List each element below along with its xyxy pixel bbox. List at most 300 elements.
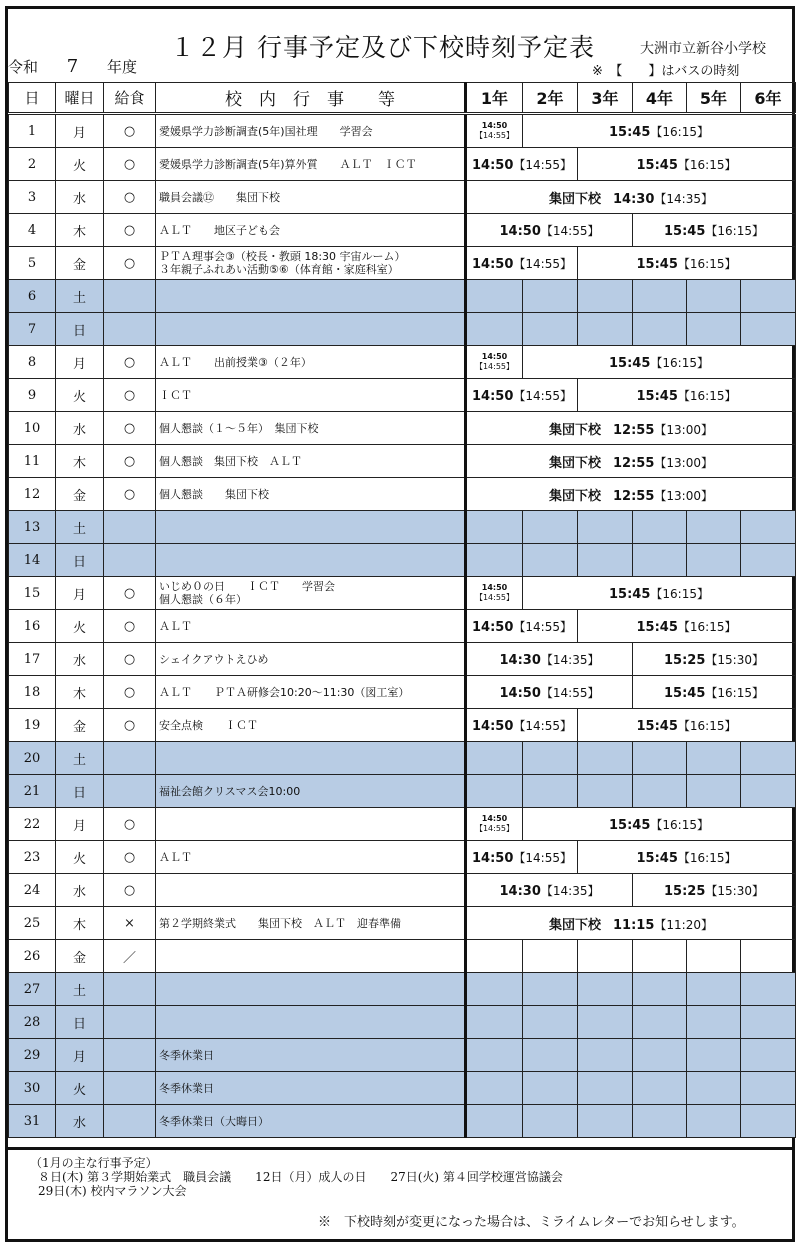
bus-time: 【14:55】 [513, 718, 572, 733]
dismissal-time-cell [578, 247, 796, 280]
day-cell: 23 [9, 841, 56, 874]
lunch-cell: ○ [104, 808, 156, 841]
lunch-cell [104, 742, 156, 775]
table-row [9, 511, 796, 544]
day-cell: 7 [9, 313, 56, 346]
bus-time: 【13:00】 [654, 422, 713, 437]
next-month-line-2: 29日(木) 校内マラソン大会 [38, 1184, 187, 1198]
year: 7 [66, 56, 79, 77]
weekday-cell: 金 [56, 478, 104, 511]
table-row [9, 709, 796, 742]
weekday-cell: 土 [56, 742, 104, 775]
bus-time: 【16:15】 [650, 586, 709, 601]
dismissal-time-cell [466, 181, 796, 214]
table-row [9, 610, 796, 643]
lunch-cell [104, 511, 156, 544]
lunch-cell [104, 1105, 156, 1138]
lunch-cell [104, 313, 156, 346]
era: 令和 [8, 58, 39, 76]
event-line: 冬季休業日 [159, 1048, 214, 1062]
table-row [9, 280, 796, 313]
weekday-cell: 金 [56, 940, 104, 973]
event-line: 冬季休業日 [159, 1081, 214, 1095]
dismissal-time-cell [466, 610, 578, 643]
table-row [9, 973, 796, 1006]
lunch-cell [104, 775, 156, 808]
empty-grade-cell [523, 742, 578, 775]
lunch-cell: ○ [104, 709, 156, 742]
bus-time: 【14:55】 [540, 223, 600, 238]
lunch-cell: ○ [104, 214, 156, 247]
events-cell [156, 1039, 466, 1072]
weekday-cell: 火 [56, 148, 104, 181]
dismissal-time-cell [466, 874, 633, 907]
weekday-cell: 月 [56, 808, 104, 841]
empty-grade-cell [633, 544, 687, 577]
empty-grade-cell [523, 1105, 578, 1138]
empty-grade-cell [741, 742, 796, 775]
day-cell: 18 [9, 676, 56, 709]
weekday-cell: 土 [56, 280, 104, 313]
empty-grade-cell [466, 1072, 523, 1105]
events-cell [156, 445, 466, 478]
dismissal-time-cell [523, 114, 796, 148]
dismissal-time-cell [578, 148, 796, 181]
weekday-cell: 日 [56, 313, 104, 346]
col-grade-1: 1年 [466, 83, 523, 114]
dismissal-time-cell [466, 114, 523, 148]
dismissal-time: 14:50 [472, 850, 514, 866]
dismissal-time-cell [633, 874, 796, 907]
footer-notes [8, 1147, 795, 1236]
empty-grade-cell [523, 511, 578, 544]
events-cell [156, 544, 466, 577]
bus-time: 【16:15】 [677, 157, 737, 172]
col-grade-5: 5年 [687, 83, 741, 114]
bus-time: 【16:15】 [650, 355, 709, 370]
dismissal-time: 14:50 [499, 685, 541, 701]
day-cell: 9 [9, 379, 56, 412]
day-cell: 12 [9, 478, 56, 511]
dismissal-time: 14:50 [481, 814, 508, 823]
lunch-cell: ○ [104, 841, 156, 874]
weekday-cell: 金 [56, 709, 104, 742]
table-row [9, 412, 796, 445]
event-line: 個人懇談 集団下校 [159, 487, 269, 501]
event-line: ＡＬＴ 出前授業③（２年） [159, 355, 312, 369]
dismissal-time-cell [633, 214, 796, 247]
events-cell [156, 478, 466, 511]
day-cell: 15 [9, 577, 56, 610]
dismissal-time-cell [523, 577, 796, 610]
table-row [9, 577, 796, 610]
dismissal-time: 15:25 [664, 883, 706, 899]
dismissal-time-cell [523, 346, 796, 379]
dismissal-time: 15:45 [636, 619, 678, 635]
dismissal-time-cell [466, 346, 523, 379]
school-year [8, 56, 137, 77]
event-line: ＡＬＴ 地区子ども会 [159, 223, 280, 237]
table-row [9, 940, 796, 973]
col-grade-4: 4年 [633, 83, 687, 114]
bus-time: 【14:55】 [474, 824, 515, 833]
event-line: 第２学期終業式 集団下校 ＡＬＴ 迎春準備 [159, 916, 401, 930]
empty-grade-cell [687, 313, 741, 346]
dismissal-time: 15:45 [609, 124, 651, 140]
table-row [9, 346, 796, 379]
empty-grade-cell [466, 280, 523, 313]
bus-time: 【16:15】 [650, 817, 709, 832]
event-line: 職員会議⑫ 集団下校 [159, 190, 280, 204]
dismissal-time-cell [466, 841, 578, 874]
empty-grade-cell [687, 973, 741, 1006]
events-cell [156, 940, 466, 973]
day-cell: 6 [9, 280, 56, 313]
weekday-cell: 金 [56, 247, 104, 280]
empty-grade-cell [633, 1105, 687, 1138]
empty-grade-cell [466, 544, 523, 577]
dismissal-time: 15:45 [636, 388, 678, 404]
day-cell: 14 [9, 544, 56, 577]
empty-grade-cell [687, 280, 741, 313]
empty-grade-cell [523, 1072, 578, 1105]
dismissal-time-cell [466, 808, 523, 841]
stacked-time [467, 352, 522, 372]
events-cell [156, 1006, 466, 1039]
weekday-cell: 火 [56, 379, 104, 412]
weekday-cell: 木 [56, 676, 104, 709]
dismissal-time: 14:30 [613, 191, 655, 207]
lunch-cell [104, 973, 156, 1006]
dismissal-time: 14:30 [499, 883, 541, 899]
lunch-cell: ○ [104, 676, 156, 709]
table-row [9, 874, 796, 907]
events-cell [156, 247, 466, 280]
events-cell [156, 511, 466, 544]
events-cell [156, 346, 466, 379]
page-title: １２月 行事予定及び下校時刻予定表 [170, 33, 595, 62]
empty-grade-cell [523, 313, 578, 346]
empty-grade-cell [523, 1006, 578, 1039]
bus-time: 【14:55】 [474, 362, 515, 371]
day-cell: 8 [9, 346, 56, 379]
dismissal-time: 15:45 [636, 850, 678, 866]
event-line: 個人懇談（１～５年） 集団下校 [159, 421, 319, 435]
dismissal-time-cell [466, 214, 633, 247]
dismissal-time-cell [466, 247, 578, 280]
dismissal-time: 14:50 [472, 619, 514, 635]
table-row [9, 181, 796, 214]
header-row [9, 83, 796, 114]
empty-grade-cell [687, 775, 741, 808]
table-row [9, 643, 796, 676]
empty-grade-cell [523, 973, 578, 1006]
event-line: ＩＣＴ [159, 388, 192, 402]
day-cell: 21 [9, 775, 56, 808]
day-cell: 28 [9, 1006, 56, 1039]
weekday-cell: 土 [56, 973, 104, 1006]
empty-grade-cell [578, 280, 633, 313]
events-cell [156, 973, 466, 1006]
school-name: 大洲市立新谷小学校 [640, 41, 766, 57]
weekday-cell: 月 [56, 114, 104, 148]
table-row [9, 742, 796, 775]
empty-grade-cell [578, 940, 633, 973]
event-line: 冬季休業日（大晦日） [159, 1114, 269, 1128]
events-cell [156, 181, 466, 214]
bus-time: 【16:15】 [677, 388, 737, 403]
table-row [9, 1072, 796, 1105]
empty-grade-cell [687, 544, 741, 577]
empty-grade-cell [741, 940, 796, 973]
empty-grade-cell [578, 1006, 633, 1039]
empty-grade-cell [578, 775, 633, 808]
day-cell: 13 [9, 511, 56, 544]
day-cell: 17 [9, 643, 56, 676]
day-cell: 22 [9, 808, 56, 841]
dismissal-time-cell [466, 907, 796, 940]
empty-grade-cell [523, 1039, 578, 1072]
weekday-cell: 日 [56, 1006, 104, 1039]
dismissal-time-cell [466, 412, 796, 445]
events-cell [156, 280, 466, 313]
dismissal-time: 15:45 [609, 586, 651, 602]
empty-grade-cell [741, 1072, 796, 1105]
lunch-cell: ○ [104, 346, 156, 379]
day-cell: 26 [9, 940, 56, 973]
empty-grade-cell [741, 313, 796, 346]
empty-grade-cell [466, 1039, 523, 1072]
dismissal-time: 15:45 [636, 256, 678, 272]
empty-grade-cell [741, 973, 796, 1006]
empty-grade-cell [466, 940, 523, 973]
empty-grade-cell [466, 742, 523, 775]
col-lunch: 給食 [104, 83, 156, 114]
day-cell: 20 [9, 742, 56, 775]
bus-time: 【13:00】 [654, 488, 713, 503]
lunch-cell: ／ [104, 940, 156, 973]
bus-time: 【16:15】 [705, 223, 764, 238]
empty-grade-cell [687, 1105, 741, 1138]
empty-grade-cell [633, 1006, 687, 1039]
dismissal-time: 11:15 [613, 917, 655, 933]
table-row [9, 148, 796, 181]
dismissal-time-cell [633, 643, 796, 676]
lunch-cell [104, 280, 156, 313]
dismissal-time-cell [578, 379, 796, 412]
bus-time: 【15:30】 [705, 883, 764, 898]
lunch-cell: ○ [104, 445, 156, 478]
bus-time: 【14:55】 [474, 593, 515, 602]
empty-grade-cell [523, 775, 578, 808]
lunch-cell: × [104, 907, 156, 940]
weekday-cell: 火 [56, 1072, 104, 1105]
empty-grade-cell [578, 1105, 633, 1138]
events-cell [156, 577, 466, 610]
bus-time: 【13:00】 [654, 455, 713, 470]
dismissal-time-cell [466, 379, 578, 412]
events-cell [156, 379, 466, 412]
empty-grade-cell [633, 1039, 687, 1072]
day-cell: 25 [9, 907, 56, 940]
lunch-cell: ○ [104, 610, 156, 643]
weekday-cell: 月 [56, 1039, 104, 1072]
empty-grade-cell [633, 511, 687, 544]
empty-grade-cell [466, 1006, 523, 1039]
empty-grade-cell [687, 511, 741, 544]
event-line: ＡＬＴ [159, 850, 192, 864]
dismissal-time: 14:50 [472, 157, 514, 173]
events-cell [156, 1105, 466, 1138]
dismissal-time-cell [523, 808, 796, 841]
next-month-heading: （1月の主な行事予定） [30, 1156, 158, 1170]
event-line: 個人懇談（６年） [159, 593, 247, 606]
dismissal-time: 14:50 [472, 256, 514, 272]
day-cell: 27 [9, 973, 56, 1006]
col-grade-2: 2年 [523, 83, 578, 114]
table-row [9, 841, 796, 874]
day-cell: 4 [9, 214, 56, 247]
day-cell: 2 [9, 148, 56, 181]
empty-grade-cell [578, 544, 633, 577]
empty-grade-cell [578, 313, 633, 346]
events-cell [156, 808, 466, 841]
weekday-cell: 日 [56, 775, 104, 808]
table-row [9, 247, 796, 280]
lunch-cell: ○ [104, 643, 156, 676]
event-line: ＡＬＴ ＰＴＡ研修会10:20～11:30（図工室） [159, 685, 410, 699]
bus-time: 【14:55】 [513, 256, 572, 271]
table-row [9, 775, 796, 808]
stacked-time [467, 814, 522, 834]
col-events: 校 内 行 事 等 [156, 83, 466, 114]
event-line: 愛媛県学力診断調査(5年)国社理 学習会 [159, 124, 373, 138]
empty-grade-cell [578, 742, 633, 775]
lunch-cell [104, 1039, 156, 1072]
day-cell: 5 [9, 247, 56, 280]
empty-grade-cell [741, 1039, 796, 1072]
empty-grade-cell [741, 280, 796, 313]
empty-grade-cell [741, 544, 796, 577]
table-row [9, 907, 796, 940]
weekday-cell: 火 [56, 841, 104, 874]
lunch-cell: ○ [104, 412, 156, 445]
event-line: シェイクアウトえひめ [159, 652, 269, 666]
lunch-cell: ○ [104, 577, 156, 610]
event-line: ＡＬＴ [159, 619, 192, 633]
empty-grade-cell [741, 1006, 796, 1039]
dismissal-time: 15:45 [636, 157, 678, 173]
group-dismissal-label: 集団下校 [549, 488, 602, 504]
day-cell: 1 [9, 114, 56, 148]
dismissal-time: 12:55 [613, 422, 655, 438]
stacked-time [467, 121, 522, 141]
weekday-cell: 日 [56, 544, 104, 577]
bus-time: 【15:30】 [705, 652, 764, 667]
bus-time: 【14:55】 [513, 850, 572, 865]
event-line: 個人懇談 集団下校 ＡＬＴ [159, 454, 302, 468]
bus-time: 【14:55】 [540, 685, 600, 700]
empty-grade-cell [741, 775, 796, 808]
bus-time: 【16:15】 [650, 124, 709, 139]
events-cell [156, 412, 466, 445]
dismissal-time: 14:50 [481, 352, 508, 361]
dismissal-time-cell [578, 841, 796, 874]
table-row [9, 1006, 796, 1039]
table-row [9, 478, 796, 511]
weekday-cell: 水 [56, 412, 104, 445]
group-dismissal-label: 集団下校 [549, 455, 602, 471]
event-line: ＰＴＡ理事会③（校長・教頭 18:30 宇宙ルーム） [159, 250, 406, 263]
events-cell [156, 907, 466, 940]
event-line: 愛媛県学力診断調査(5年)算外質 ＡＬＴ ＩＣＴ [159, 157, 417, 171]
bus-time: 【16:15】 [705, 685, 764, 700]
table-row [9, 1105, 796, 1138]
dismissal-time-cell [466, 676, 633, 709]
empty-grade-cell [578, 511, 633, 544]
bus-time: 【14:35】 [540, 652, 600, 667]
dismissal-time-cell [578, 610, 796, 643]
dismissal-time-cell [466, 478, 796, 511]
events-cell [156, 775, 466, 808]
schedule-table [8, 82, 796, 1138]
empty-grade-cell [523, 544, 578, 577]
empty-grade-cell [633, 775, 687, 808]
empty-grade-cell [741, 1105, 796, 1138]
dismissal-time: 15:45 [636, 718, 678, 734]
dismissal-time: 14:50 [481, 583, 508, 592]
events-cell [156, 709, 466, 742]
table-row [9, 445, 796, 478]
lunch-cell [104, 544, 156, 577]
dismissal-time: 12:55 [613, 488, 655, 504]
events-cell [156, 841, 466, 874]
dismissal-time-cell [466, 148, 578, 181]
dismissal-time: 15:45 [609, 817, 651, 833]
col-grade-6: 6年 [741, 83, 796, 114]
event-line: いじめ０の日 ＩＣＴ 学習会 [159, 580, 335, 593]
dismissal-time: 14:50 [472, 718, 514, 734]
bus-time: 【16:15】 [677, 256, 737, 271]
empty-grade-cell [633, 280, 687, 313]
events-cell [156, 874, 466, 907]
empty-grade-cell [687, 1006, 741, 1039]
col-day: 日 [9, 83, 56, 114]
bus-time: 【16:15】 [677, 850, 737, 865]
empty-grade-cell [633, 313, 687, 346]
day-cell: 11 [9, 445, 56, 478]
next-month-line-1: ８日(木) 第３学期始業式 職員会議 12日（月）成人の日 27日(火) 第４回学校運営協議会 [38, 1170, 563, 1184]
day-cell: 19 [9, 709, 56, 742]
empty-grade-cell [466, 775, 523, 808]
weekday-cell: 火 [56, 610, 104, 643]
empty-grade-cell [578, 973, 633, 1006]
lunch-cell: ○ [104, 874, 156, 907]
weekday-cell: 水 [56, 181, 104, 214]
event-line: ３年親子ふれあい活動⑤⑥（体育館・家庭科室） [159, 263, 399, 276]
table-row [9, 1039, 796, 1072]
events-cell [156, 1072, 466, 1105]
dismissal-time-cell [466, 709, 578, 742]
dismissal-time: 14:50 [499, 223, 541, 239]
dismissal-time: 15:45 [664, 685, 706, 701]
dismissal-time: 14:30 [499, 652, 541, 668]
empty-grade-cell [466, 1105, 523, 1138]
bus-time: 【14:55】 [474, 131, 515, 140]
table-row [9, 676, 796, 709]
dismissal-time: 15:45 [609, 355, 651, 371]
table-row [9, 544, 796, 577]
